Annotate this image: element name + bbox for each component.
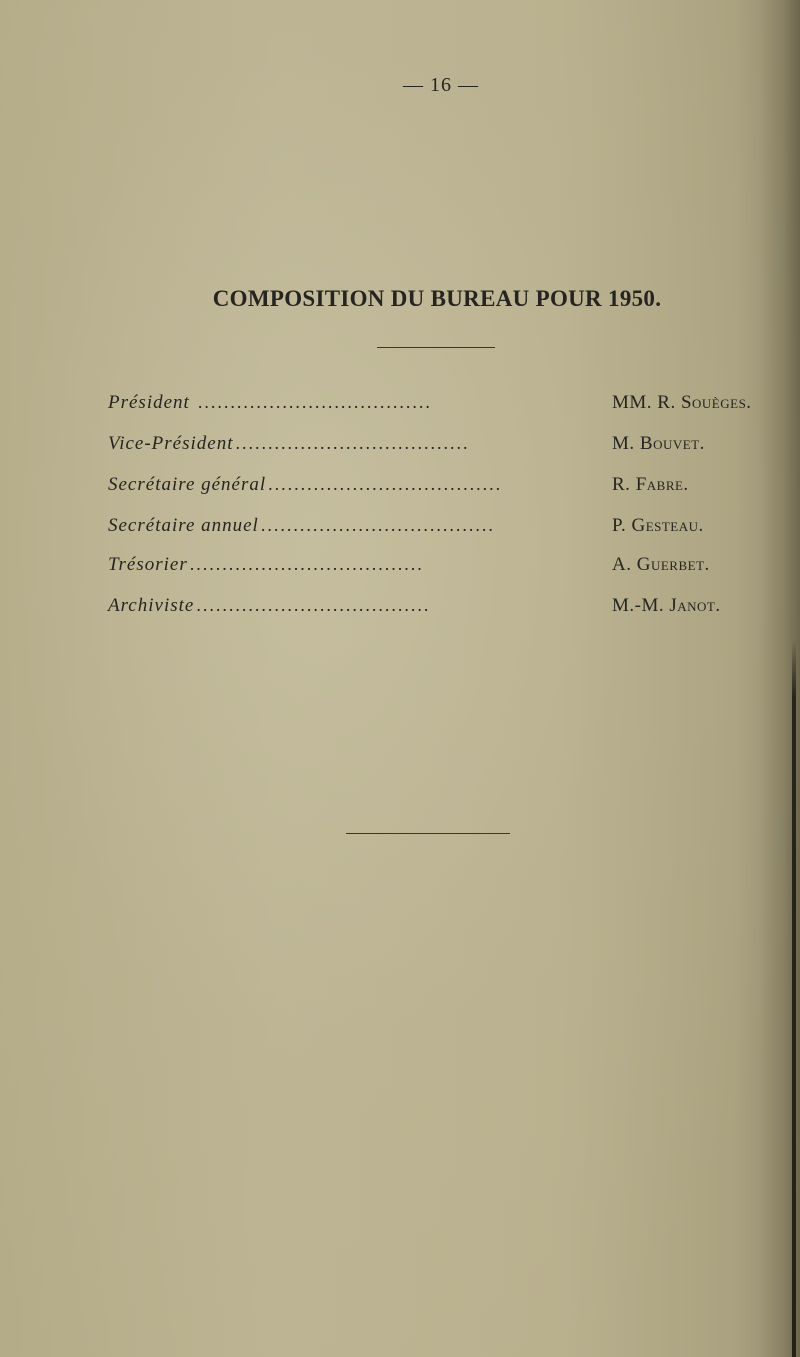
- member-name: R. Fabre.: [612, 474, 689, 495]
- roster-row: [108, 554, 748, 593]
- role-label: Vice-Président: [108, 433, 234, 454]
- bureau-roster: [108, 392, 752, 626]
- role-label: Secrétaire annuel: [108, 515, 259, 536]
- role-label: Archiviste: [108, 595, 195, 616]
- leader-dots: ....................................: [197, 392, 432, 412]
- member-name: M. Bouvet.: [612, 433, 705, 454]
- page-title: COMPOSITION DU BUREAU POUR 1950.: [212, 286, 662, 311]
- member-name: MM. R. Souèges.: [612, 392, 752, 413]
- roster-row: [108, 433, 748, 472]
- role-label: Secrétaire général: [108, 474, 267, 495]
- member-name: A. Guerbet.: [612, 554, 710, 575]
- roster-row: [108, 595, 748, 634]
- roster-row: [108, 474, 748, 513]
- page-edge: [792, 640, 796, 1357]
- leader-dots: ....................................: [260, 515, 495, 535]
- closing-rule: [346, 833, 510, 834]
- leader-dots: ....................................: [189, 554, 424, 574]
- member-name: M.-M. Janot.: [612, 595, 721, 616]
- leader-dots: ....................................: [235, 433, 470, 453]
- leader-dots: ....................................: [268, 474, 503, 494]
- role-label: Président: [108, 392, 190, 413]
- page-number: — 16 —: [403, 74, 479, 96]
- leader-dots: ....................................: [196, 595, 431, 615]
- title-rule: [377, 347, 495, 348]
- role-label: Trésorier: [108, 554, 188, 575]
- roster-row: [108, 392, 752, 431]
- member-name: P. Gesteau.: [612, 515, 704, 536]
- roster-row: [108, 515, 748, 554]
